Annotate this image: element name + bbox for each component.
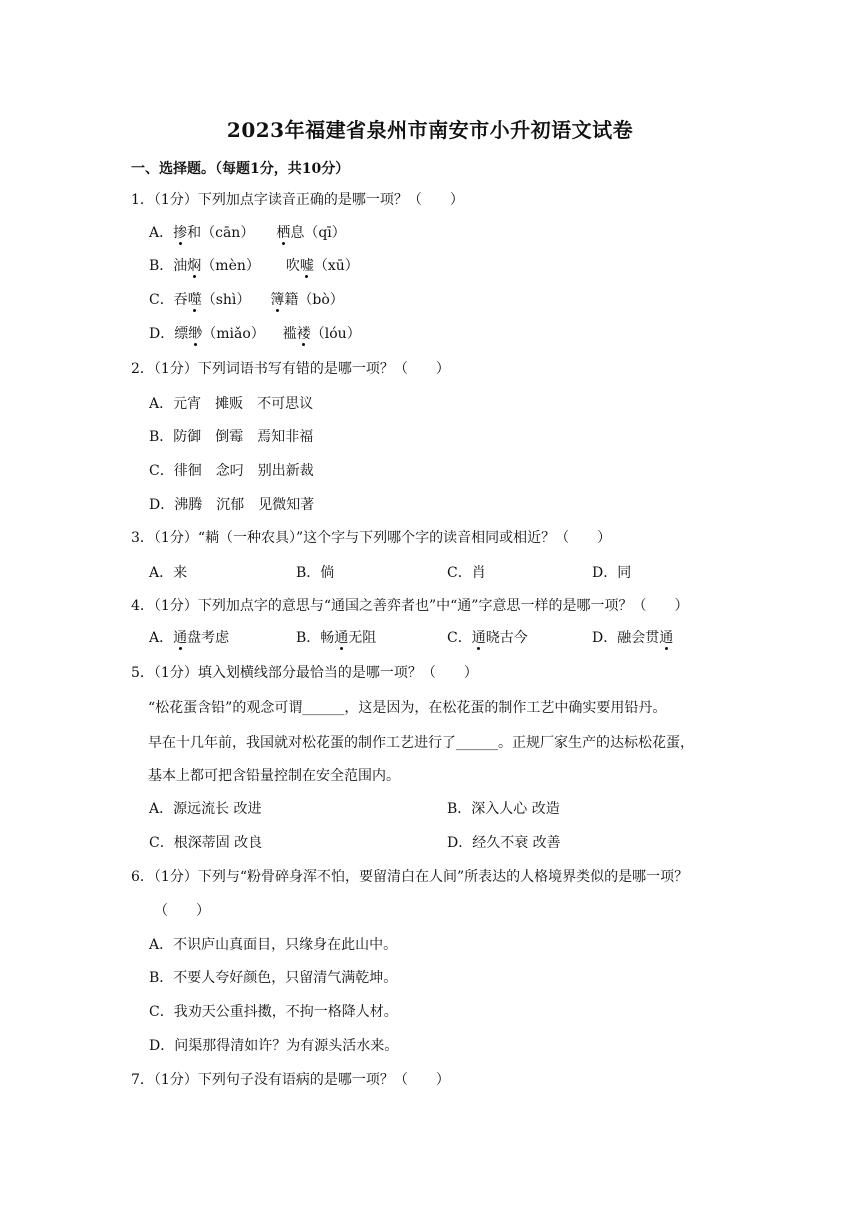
question-3-option-a: A．来 <box>149 565 188 581</box>
question-6-stem: 6．（1分）下列与“粉骨碎身浑不怕，要留清白在人间”所表达的人格境界类似的是哪一项？ <box>131 869 689 885</box>
question-2-option-b: B．防御 倒霉 焉知非福 <box>149 429 314 445</box>
question-3-stem: 3．（1分）“耥（一种农具）”这个字与下列哪个字的读音相同或相近？（ ） <box>131 530 612 546</box>
question-2-stem: 2．（1分）下列词语书写有错的是哪一项？（ ） <box>131 361 450 377</box>
question-7-stem: 7．（1分）下列句子没有语病的是哪一项？（ ） <box>131 1072 450 1088</box>
question-5-option-d: D．经久不衰 改善 <box>447 835 561 851</box>
question-6-answer-paren: （ ） <box>154 903 210 919</box>
page-title: 2023年福建省泉州市南安市小升初语文试卷 <box>226 118 634 142</box>
question-6-option-a: A．不识庐山真面目，只缘身在此山中。 <box>149 937 398 953</box>
question-5-passage-line-1: “松花蛋含铅”的观念可谓______，这是因为，在松花蛋的制作工艺中确实要用铅丹。 <box>148 700 667 716</box>
question-1-option-a: A．掺和（cān） 栖息（qī） <box>149 225 346 241</box>
section-heading: 一、选择题。（每题1分，共10分） <box>131 161 350 177</box>
question-6-option-d: D．问渠那得清如许？为有源头活水来。 <box>149 1038 399 1054</box>
question-4-stem: 4．（1分）下列加点字的意思与“通国之善弈者也”中“通”字意思一样的是哪一项？（ ） <box>131 598 689 614</box>
question-4-option-a: A．通盘考虑 <box>149 630 230 646</box>
question-5-option-c: C．根深蒂固 改良 <box>149 835 263 851</box>
question-4-option-d: D．融会贯通 <box>592 630 674 646</box>
question-1-stem: 1．（1分）下列加点字读音正确的是哪一项？（ ） <box>131 192 464 208</box>
question-5-option-b: B．深入人心 改造 <box>447 801 560 817</box>
question-5-passage-line-2: 早在十几年前，我国就对松花蛋的制作工艺进行了______。正规厂家生产的达标松花蛋， <box>148 735 694 751</box>
question-3-option-c: C．肖 <box>447 565 486 581</box>
question-6-option-b: B．不要人夸好颜色，只留清气满乾坤。 <box>149 970 398 986</box>
question-1-option-c: C．吞噬（shì） 簿籍（bò） <box>149 292 344 308</box>
question-1-option-d: D．缥缈（miǎo） 褴褛（lóu） <box>149 326 361 342</box>
question-5-passage-line-3: 基本上都可把含铅量控制在安全范围内。 <box>148 768 400 784</box>
question-5-stem: 5．（1分）填入划横线部分最恰当的是哪一项？（ ） <box>131 665 478 681</box>
question-6-option-c: C．我劝天公重抖擞，不拘一格降人材。 <box>149 1004 398 1020</box>
question-1-option-b: B．油焖（mèn） 吹嘘（xū） <box>149 258 359 274</box>
question-4-option-c: C．通晓古今 <box>447 630 528 646</box>
question-2-option-c: C．徘徊 念叼 别出新裁 <box>149 463 314 479</box>
question-2-option-d: D．沸腾 沉郁 见微知著 <box>149 497 315 513</box>
question-5-option-a: A．源远流长 改进 <box>149 801 262 817</box>
question-4-option-b: B．畅通无阻 <box>296 630 377 646</box>
question-3-option-b: B．倘 <box>296 565 335 581</box>
question-2-option-a: A．元宵 摊贩 不可思议 <box>149 396 314 412</box>
question-3-option-d: D．同 <box>592 565 632 581</box>
